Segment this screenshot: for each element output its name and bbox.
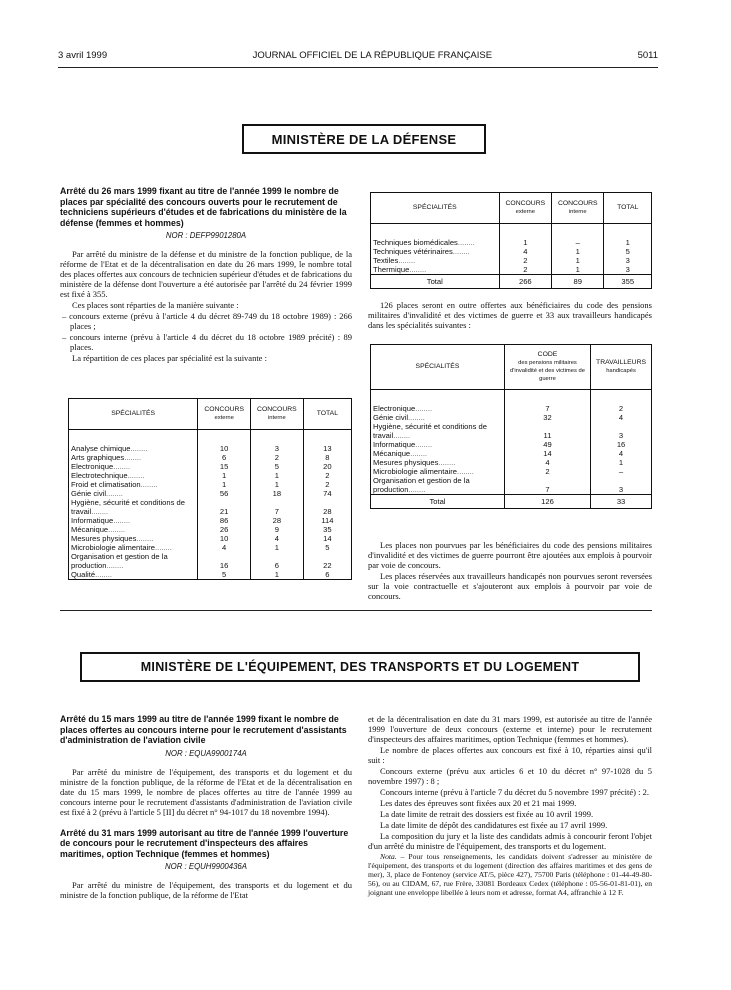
- row-value: 5: [198, 570, 251, 580]
- row-value: 4: [504, 458, 590, 467]
- row-value: 2: [499, 256, 551, 265]
- row-label: Hygiène, sécurité et conditions de travail........: [371, 422, 505, 440]
- total-label: Total: [371, 495, 505, 509]
- table-row: [69, 462, 352, 471]
- row-value: 7: [504, 476, 590, 495]
- table-row: [371, 256, 652, 265]
- row-label: Electronique........: [371, 404, 505, 413]
- row-value: 1: [251, 570, 304, 580]
- table2-header-specialites: SPÉCIALITÉS: [371, 193, 500, 224]
- row-label: Informatique........: [69, 516, 198, 525]
- row-value: 14: [303, 534, 351, 543]
- row-value: 10: [198, 444, 251, 453]
- table-row: [371, 422, 652, 440]
- row-value: 7: [251, 498, 304, 516]
- row-value: 3: [604, 265, 652, 275]
- table2-header-externe: CONCOURS externe: [499, 193, 551, 224]
- arrete-equipement-right-column: [368, 714, 652, 898]
- row-value: 16: [198, 552, 251, 570]
- row-label: Arts graphiques........: [69, 453, 198, 462]
- table-row: [69, 516, 352, 525]
- table-row: [69, 525, 352, 534]
- table-row: [69, 480, 352, 489]
- table1-header-interne: CONCOURS interne: [251, 399, 304, 430]
- row-value: 49: [504, 440, 590, 449]
- row-value: 2: [251, 453, 304, 462]
- arrete-maritime-p4: Concours interne (prévu à l'article 7 du décret du 5 novembre 1997 précité) : 2.: [380, 787, 649, 797]
- arrete-maritime-p7: La date limite de dépôt des candidatures est fixée au 17 avril 1999.: [380, 820, 608, 830]
- row-label: Organisation et gestion de la production........: [69, 552, 198, 570]
- arrete-defense-title: Arrêté du 26 mars 1999 fixant au titre de l'année 1999 le nombre de places par spécialité des concours ouverts pour le recrutement de techniciens supérieurs d'études et de fabrications du ministère de la défense (femmes et hommes): [60, 186, 347, 228]
- row-label: Mesures physiques........: [69, 534, 198, 543]
- row-value: 3: [591, 476, 652, 495]
- note-text: – Pour tous renseignements, les candidats doivent s'adresser au ministère de l'équipement, des transports et du logement (direction des affaires maritimes et des gens de mer), 3, place de Fontenoy (service AT/5, pièce 427), 75700 Paris (téléphone : 01-44-49-80-56), ou au CIDAM, 67, rue Frère, 33081 Bordeaux Cedex (téléphone : 05-56-01-81-01), en joignant une enveloppe libellée à leurs nom et adresse, format A4, affranchie à 12 F.: [368, 852, 652, 897]
- table-total-row: [371, 275, 652, 289]
- table-row: [69, 543, 352, 552]
- row-value: 3: [591, 422, 652, 440]
- row-value: 6: [303, 570, 351, 580]
- table-row: [371, 265, 652, 275]
- row-value: 16: [591, 440, 652, 449]
- total-label: Total: [371, 275, 500, 289]
- arrete-defense-closing: [368, 540, 652, 602]
- specialites-table-part1: [68, 398, 352, 580]
- row-value: 1: [198, 471, 251, 480]
- row-value: 1: [251, 480, 304, 489]
- table-row: [371, 404, 652, 413]
- table-row: [371, 449, 652, 458]
- row-value: 11: [504, 422, 590, 440]
- row-value: 6: [251, 552, 304, 570]
- row-value: 28: [251, 516, 304, 525]
- row-value: 114: [303, 516, 351, 525]
- row-value: 15: [198, 462, 251, 471]
- row-value: 4: [198, 543, 251, 552]
- table3-header-code: CODE des pensions militaires d'invalidité et des victimes de guerre: [504, 345, 590, 390]
- table-total-row: [371, 495, 652, 509]
- table2-header-interne: CONCOURS interne: [552, 193, 604, 224]
- table1-header-total: TOTAL: [303, 399, 351, 430]
- row-value: 22: [303, 552, 351, 570]
- page-header: [58, 50, 658, 61]
- row-value: 32: [504, 413, 590, 422]
- arrete-defense-p1: Par arrêté du ministre de la défense et du ministre de la fonction publique, de la réforme de l'Etat et de la décentralisation en date du 26 mars 1999, le nombre total des places offertes aux concours de technicien supérieur d'études et de fabrications du ministère de la défense dont l'ouverture a été autorisée par l'arrêté du 24 février 1999 est fixé à 355.: [60, 249, 352, 299]
- row-value: 1: [552, 247, 604, 256]
- table-row: [69, 498, 352, 516]
- arrete-maritime-title: Arrêté du 31 mars 1999 autorisant au titre de l'année 1999 l'ouverture de concours pour le recrutement d'inspecteurs des affaires maritimes, option Technique (femmes et hommes): [60, 827, 349, 859]
- row-value: 86: [198, 516, 251, 525]
- row-value: 56: [198, 489, 251, 498]
- total-value: 126: [504, 495, 590, 509]
- row-value: 5: [303, 543, 351, 552]
- row-label: Génie civil........: [371, 413, 505, 422]
- row-value: 1: [198, 480, 251, 489]
- header-journal: JOURNAL OFFICIEL DE LA RÉPUBLIQUE FRANÇAISE: [252, 50, 493, 61]
- row-label: Hygiène, sécurité et conditions de travail........: [69, 498, 198, 516]
- row-value: 1: [591, 458, 652, 467]
- table-row: [371, 467, 652, 476]
- row-label: Microbiologie alimentaire........: [371, 467, 505, 476]
- arrete-aviation-p1: Par arrêté du ministre de l'équipement, des transports et du logement et du ministre de la fonction publique, de la réforme de l'Etat et de la décentralisation en date du 15 mars 1999, le nombre de places offertes au titre de l'année 1999 au concours interne pour le recrutement d'assistants d'administration de l'aviation civile est fixé à 2 (prévu à l'article 5 [II] du décret n° 94-1017 du 18 novembre 1994).: [60, 766, 352, 817]
- arrete-defense-p6: Les places réservées aux travailleurs handicapés non pourvues seront reversées sur la voie contractuelle et s'ajouteront aux emplois à pourvoir par voie de concours.: [368, 571, 652, 601]
- row-value: 35: [303, 525, 351, 534]
- row-value: 3: [251, 444, 304, 453]
- header-rule: [58, 67, 658, 68]
- row-value: 2: [303, 471, 351, 480]
- arrete-defense-li1: – concours externe (prévu à l'article 4 du décret 89-749 du 18 octobre 1989) : 266 places ;: [62, 311, 352, 331]
- table3-header-travailleurs: TRAVAILLEURS handicapés: [591, 345, 652, 390]
- row-label: Electronique........: [69, 462, 198, 471]
- arrete-maritime-p8: La composition du jury et la liste des candidats admis à concourir feront l'objet d'un arrêté du ministre de l'équipement, des transports et du logement.: [368, 831, 652, 851]
- row-label: Electrotechnique........: [69, 471, 198, 480]
- table-row: [69, 453, 352, 462]
- arrete-maritime-p2: Le nombre de places offertes aux concours est fixé à 10, réparties ainsi qu'il suit :: [368, 745, 652, 765]
- row-value: 21: [198, 498, 251, 516]
- arrete-defense-p4: 126 places seront en outre offertes aux bénéficiaires du code des pensions militaires d'invalidité et des victimes de guerre et 33 aux travailleurs handicapés dans les spécialités suivantes :: [368, 300, 652, 330]
- row-label: Informatique........: [371, 440, 505, 449]
- row-value: 5: [604, 247, 652, 256]
- row-value: 2: [499, 265, 551, 275]
- table1-header-specialites: SPÉCIALITÉS: [69, 399, 198, 430]
- row-value: –: [552, 238, 604, 247]
- table-row: [69, 552, 352, 570]
- row-value: 2: [504, 467, 590, 476]
- row-label: Génie civil........: [69, 489, 198, 498]
- row-value: 1: [552, 256, 604, 265]
- table-row: [69, 534, 352, 543]
- arrete-defense-p3: La répartition de ces places par spécialité est la suivante :: [72, 353, 267, 363]
- row-label: Mécanique........: [371, 449, 505, 458]
- table-row: [371, 247, 652, 256]
- table-row: [69, 570, 352, 580]
- row-value: –: [591, 467, 652, 476]
- row-value: 1: [251, 543, 304, 552]
- header-page-number: 5011: [637, 50, 658, 61]
- row-value: 5: [251, 462, 304, 471]
- table3-header-specialites: SPÉCIALITÉS: [371, 345, 505, 390]
- arrete-maritime-nor: NOR : EQUH9900436A: [165, 862, 247, 871]
- total-value: 266: [499, 275, 551, 289]
- arrete-maritime-p5: Les dates des épreuves sont fixées aux 20 et 21 mai 1999.: [380, 798, 577, 808]
- table-row: [371, 458, 652, 467]
- note-label: Nota.: [380, 852, 397, 861]
- row-value: 7: [504, 404, 590, 413]
- row-value: 1: [251, 471, 304, 480]
- table2-header-total: TOTAL: [604, 193, 652, 224]
- row-value: 1: [552, 265, 604, 275]
- arrete-aviation-nor: NOR : EQUA9900174A: [165, 748, 247, 758]
- table-row: [371, 238, 652, 247]
- arrete-maritime-p1: Par arrêté du ministre de l'équipement, des transports et du logement et du ministre de la fonction publique, de la réforme de l'Etat: [60, 880, 352, 900]
- row-value: 28: [303, 498, 351, 516]
- row-value: 3: [604, 256, 652, 265]
- row-value: 26: [198, 525, 251, 534]
- pensions-handicapes-table: [370, 344, 652, 509]
- row-label: Mécanique........: [69, 525, 198, 534]
- row-value: 4: [251, 534, 304, 543]
- total-value: 89: [552, 275, 604, 289]
- arrete-defense-p5: Les places non pourvues par les bénéficiaires du code des pensions militaires d'invalidité et des victimes de guerre pourront être ajoutées aux emplois à pourvoir par voie de concours.: [368, 540, 652, 570]
- arrete-defense-p2: Ces places sont réparties de la manière suivante :: [72, 300, 239, 310]
- arrete-maritime-p1b: et de la décentralisation en date du 31 mars 1999, est autorisée au titre de l'année 1999 l'ouverture de deux concours (externe et interne) pour le recrutement d'inspecteurs des affaires maritimes, option Technique (femmes et hommes).: [368, 714, 652, 744]
- table-row: [69, 471, 352, 480]
- row-value: 9: [251, 525, 304, 534]
- arrete-aviation-title: Arrêté du 15 mars 1999 au titre de l'année 1999 fixant le nombre de places offertes au concours interne pour le recrutement d'assistants d'administration de l'aviation civile: [60, 714, 347, 745]
- row-value: 74: [303, 489, 351, 498]
- row-value: 4: [591, 413, 652, 422]
- section-divider: [60, 610, 652, 611]
- row-label: Mesures physiques........: [371, 458, 505, 467]
- arrete-defense-nor: NOR : DEFP9901280A: [165, 231, 247, 240]
- row-label: Techniques vétérinaires........: [371, 247, 500, 256]
- total-value: 355: [604, 275, 652, 289]
- table-row: [371, 476, 652, 495]
- row-label: Techniques biomédicales........: [371, 238, 500, 247]
- specialites-table-part2: [370, 192, 652, 289]
- row-value: 4: [499, 247, 551, 256]
- row-label: Froid et climatisation........: [69, 480, 198, 489]
- arrete-maritime-p6: La date limite de retrait des dossiers est fixée au 10 avril 1999.: [380, 809, 594, 819]
- row-value: 14: [504, 449, 590, 458]
- arrete-maritime-note: [368, 852, 652, 897]
- table-row: [371, 440, 652, 449]
- row-value: 10: [198, 534, 251, 543]
- total-value: 33: [591, 495, 652, 509]
- arrete-equipement-left-column: [60, 714, 352, 901]
- ministry-equipement-heading: MINISTÈRE DE L'ÉQUIPEMENT, DES TRANSPORTS ET DU LOGEMENT: [80, 652, 640, 682]
- row-value: 2: [591, 404, 652, 413]
- row-value: 4: [591, 449, 652, 458]
- row-value: 6: [198, 453, 251, 462]
- row-label: Organisation et gestion de la production........: [371, 476, 505, 495]
- header-date: 3 avril 1999: [58, 50, 108, 61]
- row-value: 13: [303, 444, 351, 453]
- arrete-defense-column-right: [368, 300, 652, 331]
- row-label: Microbiologie alimentaire........: [69, 543, 198, 552]
- row-label: Qualité........: [69, 570, 198, 580]
- table-row: [371, 413, 652, 422]
- row-label: Textiles........: [371, 256, 500, 265]
- row-label: Analyse chimique........: [69, 444, 198, 453]
- row-value: 18: [251, 489, 304, 498]
- arrete-defense-li2: – concours interne (prévu à l'article 4 du décret du 18 octobre 1989 précité) : 89 places.: [62, 332, 352, 352]
- row-value: 8: [303, 453, 351, 462]
- arrete-defense-column: [60, 186, 352, 364]
- row-label: Thermique........: [371, 265, 500, 275]
- row-value: 1: [604, 238, 652, 247]
- row-value: 1: [499, 238, 551, 247]
- ministry-defense-heading: MINISTÈRE DE LA DÉFENSE: [242, 124, 486, 154]
- table-row: [69, 444, 352, 453]
- table1-header-externe: CONCOURS externe: [198, 399, 251, 430]
- arrete-maritime-p3: Concours externe (prévu aux articles 6 et 10 du décret n° 97-1028 du 5 novembre 1997) : 8 ;: [368, 766, 652, 786]
- row-value: 20: [303, 462, 351, 471]
- table-row: [69, 489, 352, 498]
- row-value: 2: [303, 480, 351, 489]
